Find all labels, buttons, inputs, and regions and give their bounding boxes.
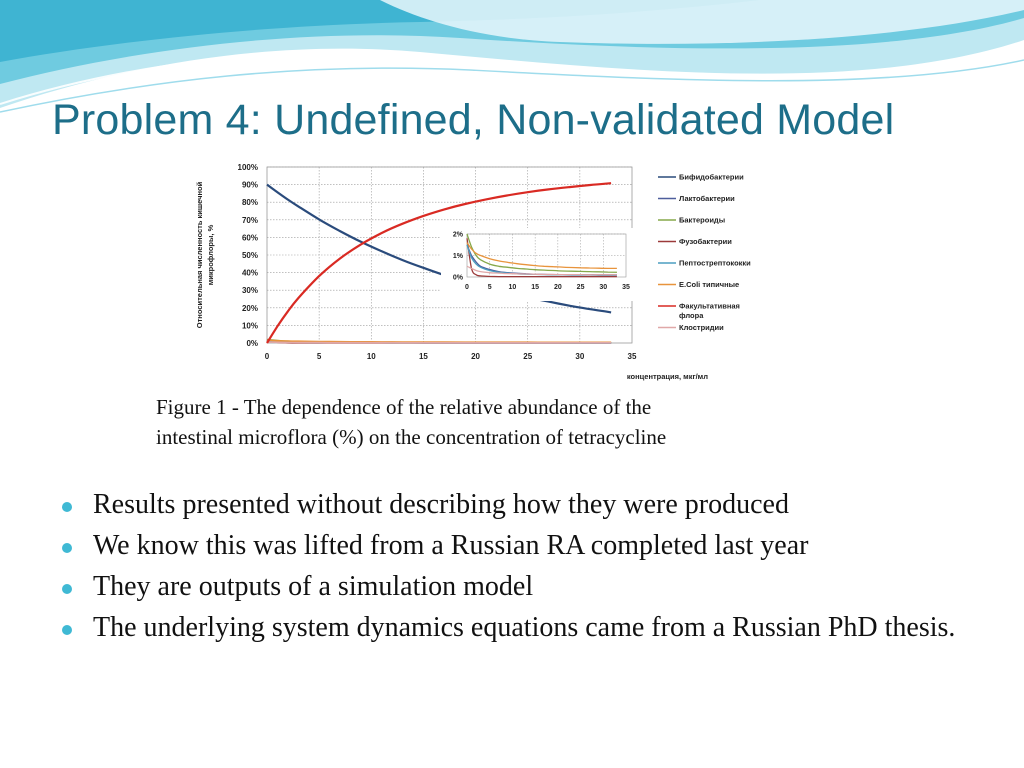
inset-y-tick-label: 1% <box>452 253 463 260</box>
x-tick-label: 10 <box>366 352 376 361</box>
y-tick-label: 40% <box>241 268 258 278</box>
legend-label: Бактероиды <box>679 215 726 225</box>
bullet-dot-icon <box>62 625 72 635</box>
inset-x-tick-label: 35 <box>622 284 630 291</box>
legend-label: Бифидобактерии <box>679 172 744 182</box>
y-tick-label: 50% <box>241 251 258 260</box>
inset-x-tick-label: 20 <box>553 284 562 291</box>
bullet-text: We know this was lifted from a Russian RA completed last year <box>93 530 809 561</box>
x-tick-label: 20 <box>471 352 481 361</box>
chart-figure <box>188 156 758 384</box>
inset-y-tick-label: 0% <box>452 274 463 282</box>
bullet-dot-icon <box>62 584 72 594</box>
x-axis-title: концентрация, мкг/мл <box>626 372 708 381</box>
bullet-item <box>62 611 1002 644</box>
y-tick-label: 0% <box>246 339 258 348</box>
legend-label-cont: флора <box>679 311 704 320</box>
y-tick-label: 90% <box>241 180 258 190</box>
x-tick-label: 15 <box>418 352 428 361</box>
y-axis-title-line-1: Относительная численность кишечной <box>195 181 204 329</box>
y-tick-label: 20% <box>241 303 258 313</box>
bullet-text: Results presented without describing how they were produced <box>93 489 789 520</box>
bullet-text: They are outputs of a simulation model <box>93 571 534 602</box>
inset-x-tick-label: 5 <box>487 284 492 291</box>
caption-line-1: Figure 1 - The dependence of the relative abundance of the <box>156 395 652 419</box>
legend-label: Фузобактерии <box>679 237 732 246</box>
y-axis-title-line-2: микрофлоры, % <box>206 224 215 286</box>
legend-label: Факультативная <box>679 301 740 311</box>
slide-title: Problem 4: Undefined, Non-validated Model <box>52 96 895 144</box>
inset-y-tick-label: 2% <box>452 231 463 239</box>
inset-x-tick-label: 15 <box>531 284 540 291</box>
inset-x-tick-label: 10 <box>508 284 517 291</box>
y-tick-label: 80% <box>241 198 258 208</box>
y-tick-label: 70% <box>241 215 258 225</box>
y-tick-label: 30% <box>241 286 258 296</box>
x-tick-label: 5 <box>316 352 322 361</box>
x-tick-label: 25 <box>523 352 533 361</box>
bullet-dot-icon <box>62 502 72 512</box>
bullet-dot-icon <box>62 543 72 553</box>
chart-svg <box>188 156 758 384</box>
bullet-item <box>62 488 1002 521</box>
legend-label: Лактобактерии <box>679 194 735 203</box>
bullet-item <box>62 529 1002 562</box>
figure-caption <box>156 392 856 452</box>
bullet-item <box>62 570 1002 603</box>
y-tick-label: 100% <box>237 163 258 172</box>
x-tick-label: 30 <box>575 352 585 361</box>
legend-label: Клостридии <box>679 323 724 332</box>
x-tick-label: 0 <box>264 352 270 361</box>
legend-label: Пептострептококки <box>679 258 751 268</box>
legend-label: E.Coli типичные <box>679 280 740 289</box>
bullet-list <box>62 488 1002 652</box>
caption-line-2: intestinal microflora (%) on the concentration of tetracycline <box>156 425 667 449</box>
bullet-text: The underlying system dynamics equations came from a Russian PhD thesis. <box>93 612 956 643</box>
y-tick-label: 10% <box>241 321 258 331</box>
inset-x-tick-label: 25 <box>576 284 585 291</box>
inset-x-tick-label: 30 <box>599 284 608 291</box>
y-tick-label: 60% <box>241 233 258 243</box>
series-line <box>267 342 611 343</box>
inset-x-tick-label: 0 <box>465 284 469 291</box>
x-tick-label: 35 <box>627 352 637 361</box>
